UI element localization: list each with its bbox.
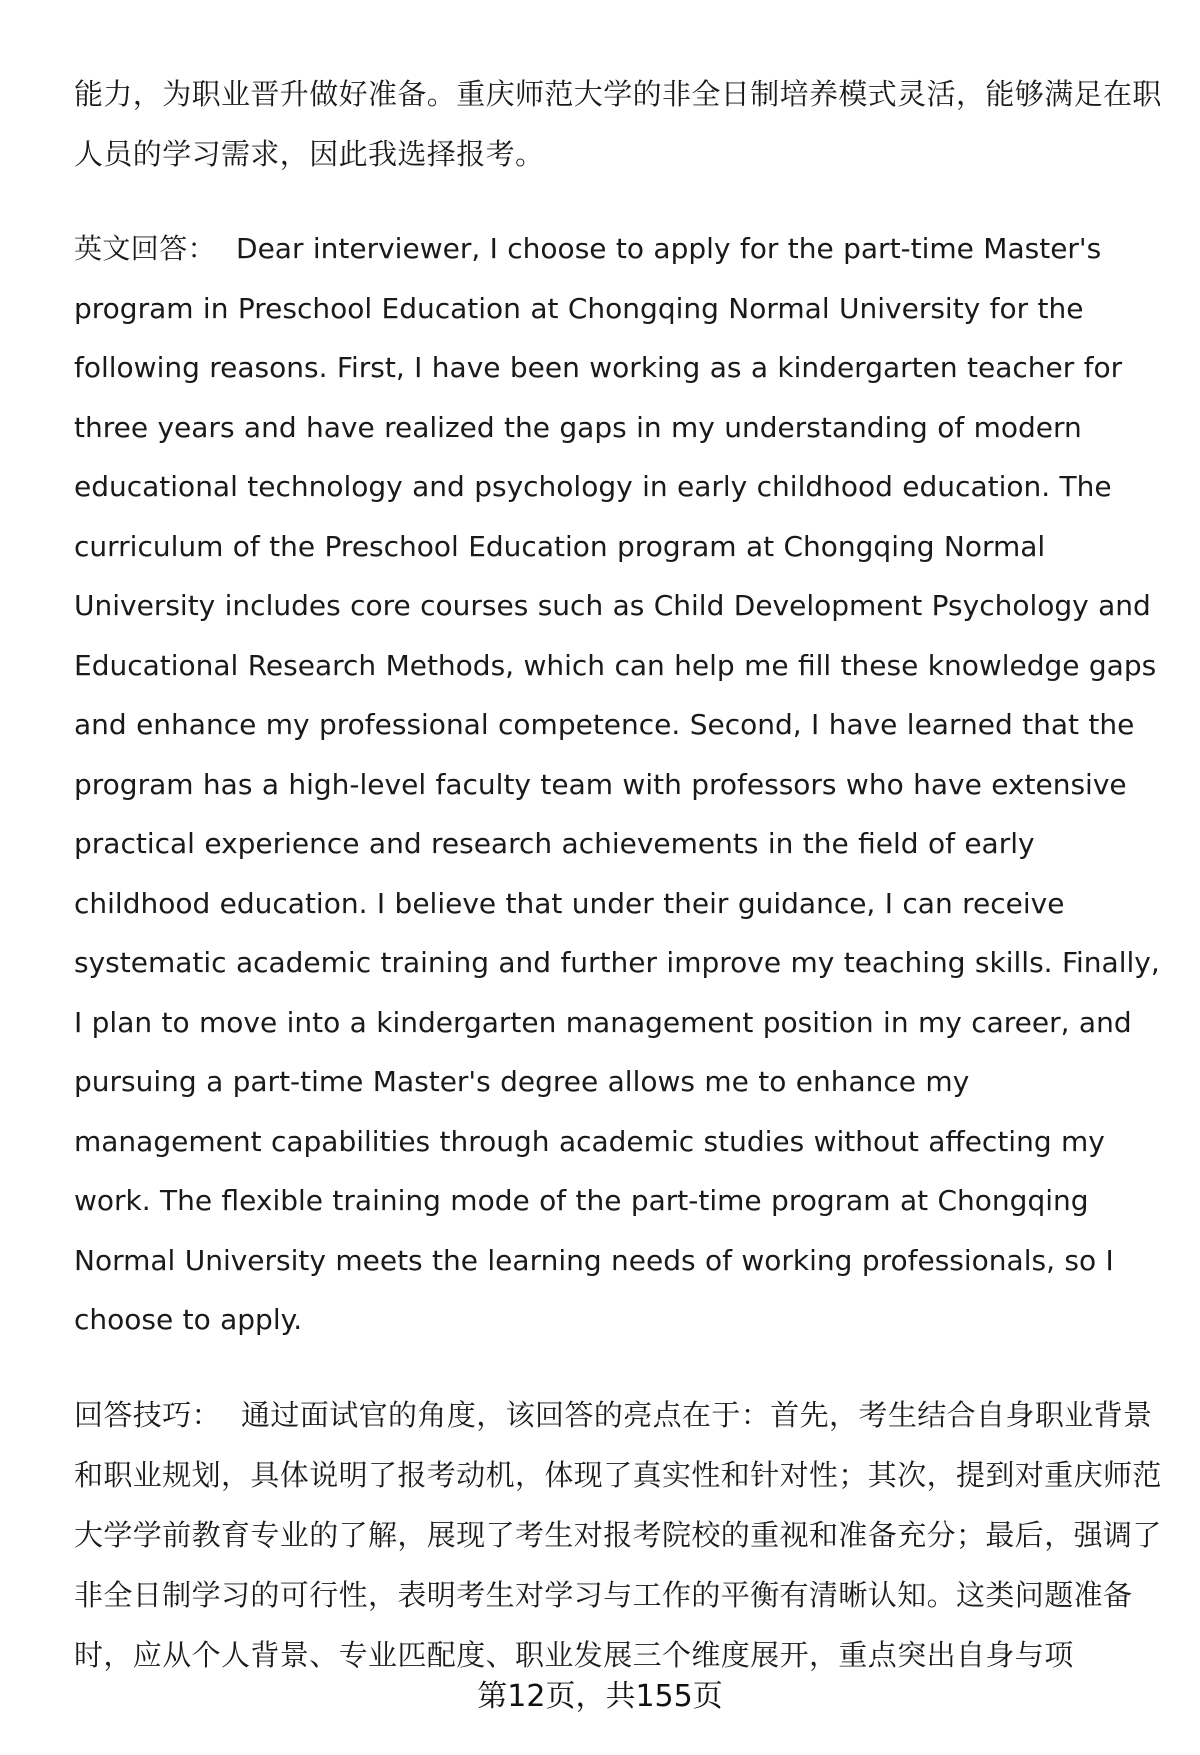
document-page — [74, 64, 1164, 1720]
page-number-footer: 第12页，共155页 — [477, 1679, 723, 1714]
answer-tips-text: 通过面试官的角度，该回答的亮点在于：首先，考生结合自身职业背景和职业规划，具体说明了报考动机，体现了真实性和针对性；其次，提到对重庆师范大学学前教育专业的了解，展现了考生对报考院校的重视和准备充分；最后，强调了非全日制学习的可行性，表明考生对学习与工作的平衡有清晰认知。这类问题准备时，应从个人背景、专业匹配度、职业发展三个维度展开，重点突出自身与项 — [74, 1397, 1162, 1672]
answer-tips-label: 回答技巧： — [74, 1397, 222, 1432]
english-answer-label: 英文回答： — [74, 232, 217, 265]
english-answer-text: Dear interviewer, I choose to apply for the part-time Master's program in Preschool Education at Chongqing Normal University for the following reasons. First, I have been working as a kindergarten teacher for three years and have realized the gaps in my understanding of modern educational technology and psychology in early childhood education. The curriculum of the Preschool Education program at Chongqing Normal University includes core courses such as Child Development Psychology and Educational Research Methods, which can help me fill these knowledge gaps and enhance my professional competence. Second, I have learned that the program has a high-level faculty team with professors who have extensive practical experience and research achievements in the field of early childhood education. I believe that under their guidance, I can receive systematic academic training and further improve my teaching skills. Finally, I plan to move into a kindergarten management position in my career, and pursuing a part-time Master's degree allows me to enhance my management capabilities through academic studies without affecting my work. The flexible training mode of the part-time program at Chongqing Normal University meets the learning needs of working professionals, so I choose to apply. — [74, 232, 1160, 1336]
continuation-paragraph: 能力，为职业晋升做好准备。重庆师范大学的非全日制培养模式灵活，能够满足在职人员的学习需求，因此我选择报考。 — [74, 77, 1162, 171]
answer-tips-paragraph — [74, 1385, 1164, 1685]
english-answer-paragraph — [74, 219, 1164, 1350]
